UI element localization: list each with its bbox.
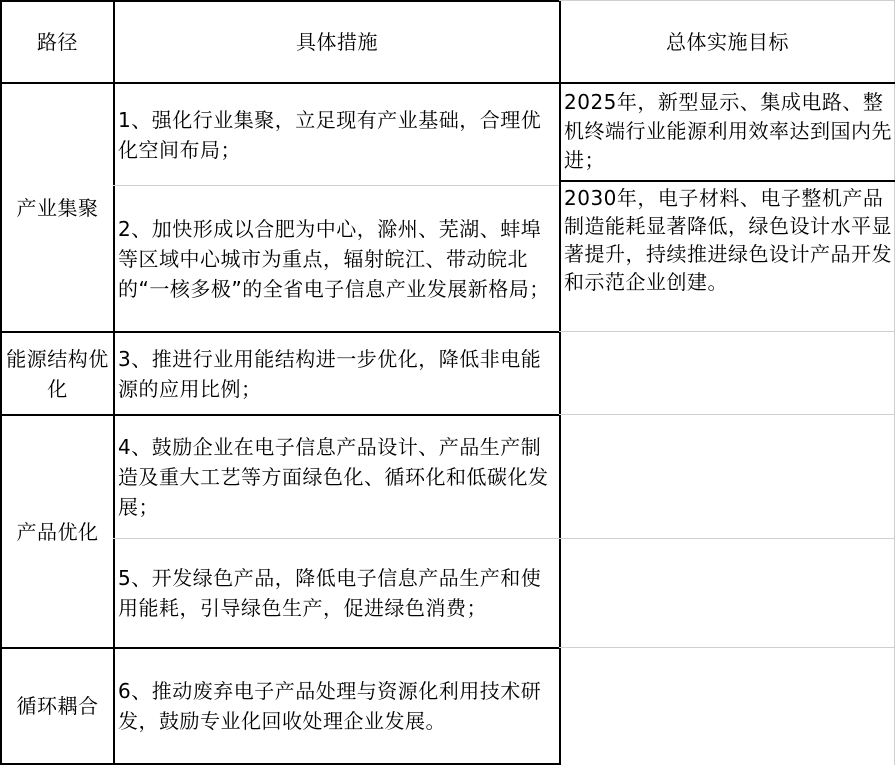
goal-2030: 2030年，电子材料、电子整机产品制造能耗显著降低，绿色设计水平显著提升，持续推进绿色设计产品开发和示范企业创建。 [564, 186, 892, 294]
measure-3-text: 3、推进行业用能结构进一步优化，降低非电能源的应用比例； [118, 346, 542, 401]
path-product-optimization: 产品优化 [16, 519, 99, 544]
row-divider-right-3 [559, 647, 895, 648]
column-divider-2 [559, 0, 561, 765]
measure-5-text: 5、开发绿色产品，降低电子信息产品生产和使用能耗，引导绿色生产，促进绿色消费； [118, 566, 542, 620]
measure-2-text: 2、加快形成以合肥为中心，滁州、芜湖、蚌埠等区域中心城市为重点，辐射皖江、带动皖北的“一核多极”的全省电子信息产业发展新格局； [118, 216, 550, 301]
goal-2025: 2025年，新型显示、集成电路、整机终端行业能源利用效率达到国内先进； [564, 90, 892, 172]
measure-1-text: 1、强化行业集聚，立足现有产业基础，合理优化空间布局； [118, 107, 542, 162]
row-divider-g1-g2 [559, 180, 895, 182]
table-border-top-right [559, 0, 895, 1]
measure-1 [118, 84, 558, 185]
row-divider-right-1 [559, 331, 895, 332]
measure-2 [118, 186, 558, 331]
measure-3 [118, 333, 558, 414]
header-goals: 总体实施目标 [666, 30, 789, 54]
measure-4-text: 4、鼓励企业在电子信息产品设计、产品生产制造及重大工艺等方面绿色化、循环化和低碳化发展； [118, 435, 549, 519]
path-energy-structure: 能源结构优化 [6, 346, 109, 401]
column-divider-1 [113, 0, 115, 765]
measure-5 [118, 539, 558, 647]
path-industrial-clustering: 产业集聚 [16, 195, 99, 220]
row-divider-right-2 [559, 414, 895, 415]
path-circular-coupling: 循环耦合 [16, 694, 99, 718]
header-measures: 具体措施 [296, 30, 378, 54]
measure-6-text: 6、推动废弃电子产品处理与资源化利用技术研发，鼓励专业化回收处理企业发展。 [118, 679, 542, 733]
header-path: 路径 [37, 30, 78, 54]
measure-6 [118, 649, 558, 763]
measure-4 [118, 416, 558, 538]
